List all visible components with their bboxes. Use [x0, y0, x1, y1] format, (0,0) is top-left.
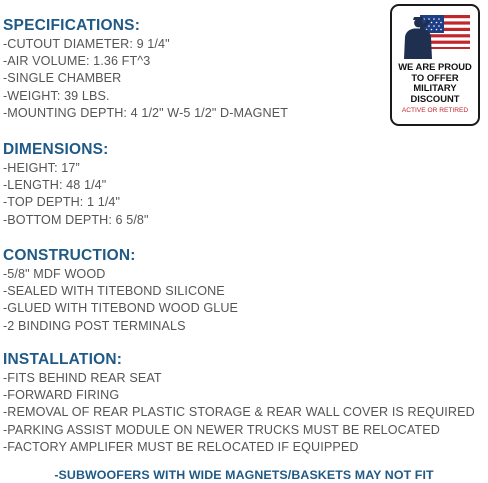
installation-heading: INSTALLATION: [3, 351, 123, 368]
specifications-section [3, 16, 288, 122]
saluting-soldier-icon [404, 17, 432, 59]
installation-line: -FACTORY AMPLIFER MUST BE RELOCATED IF EQUIPPED [3, 439, 359, 454]
military-discount-badge [390, 4, 480, 126]
badge-subtext: ACTIVE OR RETIRED [401, 107, 469, 115]
dimensions-section [3, 140, 149, 229]
badge-line: MILITARY [413, 82, 457, 94]
installation-line: -FORWARD FIRING [3, 388, 120, 403]
saluting-soldier-flag-icon [400, 11, 472, 59]
specifications-heading: SPECIFICATIONS: [3, 17, 141, 34]
installation-section [3, 350, 475, 456]
construction-line: -2 BINDING POST TERMINALS [3, 318, 186, 333]
construction-heading: CONSTRUCTION: [3, 247, 136, 264]
construction-line: -GLUED WITH TITEBOND WOOD GLUE [3, 301, 239, 316]
badge-text-block [392, 62, 478, 115]
dimension-line: -TOP DEPTH: 1 1/4" [3, 195, 121, 210]
spec-line: -MOUNTING DEPTH: 4 1/2" W-5 1/2" D-MAGNET [3, 105, 289, 120]
badge-line: DISCOUNT [410, 92, 460, 104]
construction-line: -SEALED WITH TITEBOND SILICONE [3, 284, 225, 299]
dimension-line: -BOTTOM DEPTH: 6 5/8" [3, 212, 149, 227]
installation-line: -FITS BEHIND REAR SEAT [3, 371, 162, 385]
installation-line: -PARKING ASSIST MODULE ON NEWER TRUCKS MUST BE RELOCATED [3, 422, 440, 437]
spec-line: -SINGLE CHAMBER [3, 71, 122, 86]
badge-line: WE ARE PROUD [398, 61, 472, 72]
installation-line: -REMOVAL OF REAR PLASTIC STORAGE & REAR WALL COVER IS REQUIRED [3, 405, 475, 420]
construction-line: -5/8" MDF WOOD [3, 267, 106, 281]
dimension-line: -LENGTH: 48 1/4" [3, 178, 107, 193]
badge-line: TO OFFER [411, 71, 459, 83]
spec-line: -CUTOUT DIAMETER: 9 1/4" [3, 37, 170, 51]
spec-line: -WEIGHT: 39 LBS. [3, 88, 110, 103]
construction-section [3, 246, 238, 335]
fit-warning-note: -SUBWOOFERS WITH WIDE MAGNETS/BASKETS MAY NOT FIT [54, 468, 434, 482]
spec-line: -AIR VOLUME: 1.36 FT^3 [3, 54, 151, 69]
dimension-line: -HEIGHT: 17” [3, 161, 80, 175]
dimensions-heading: DIMENSIONS: [3, 141, 109, 158]
